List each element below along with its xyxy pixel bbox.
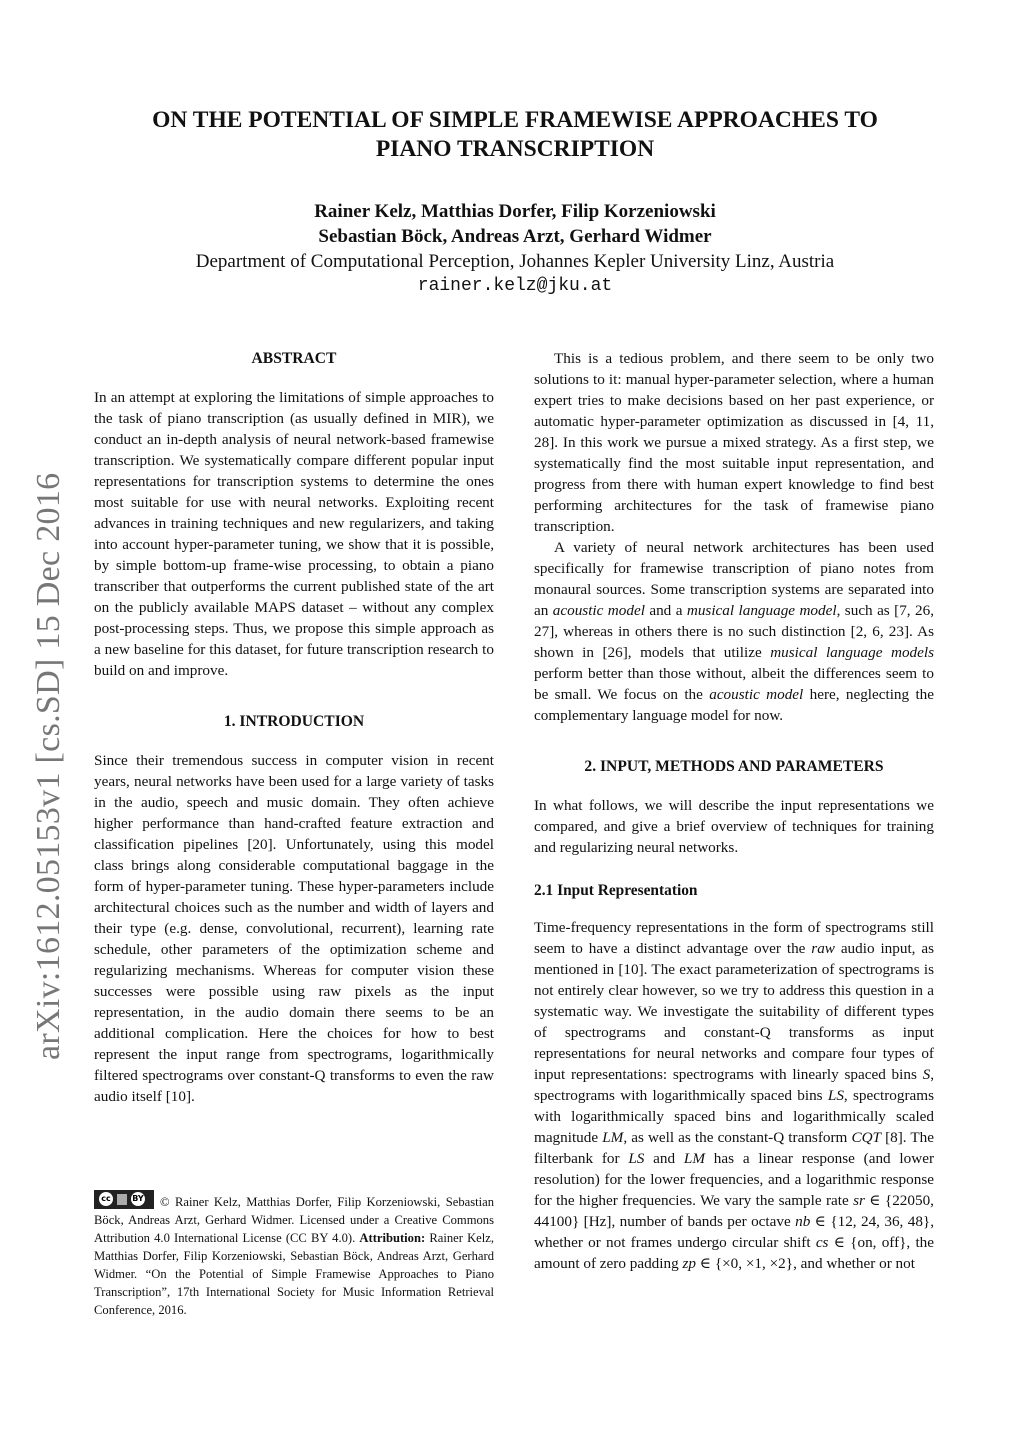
- subsection-heading: 2.1 Input Representation: [534, 882, 698, 899]
- author-block: [100, 199, 930, 299]
- attribution-label: Attribution:: [359, 1231, 426, 1245]
- intro-paragraph-3: A variety of neural network architectures has been used specifically for framewise transcription of piano notes from monaural sources. Some transcription systems are separated into an acoustic model and a musical language model, such as [7, 26, 27], whereas in others there is no such distinction [2, 6, 23]. As shown in [26], models that utilize musical language models perform better than those without, albeit the differences seem to be small. We focus on the acoustic model here, neglecting the complementary language model for now.: [534, 539, 935, 724]
- left-column: [94, 348, 494, 1107]
- intro-heading: 1. INTRODUCTION: [223, 713, 365, 730]
- author-email[interactable]: rainer.kelz@jku.at: [417, 276, 613, 296]
- section2-paragraph-1: In what follows, we will describe the input representations we compared, and give a brief overview of techniques for training and regularizing neural networks.: [534, 797, 934, 856]
- arxiv-identifier: arXiv:1612.05153v1 [cs.SD] 15 Dec 2016: [30, 472, 67, 1060]
- right-column: [534, 348, 934, 1274]
- affiliation: Department of Computational Perception, Johannes Kepler University Linz, Austria: [195, 251, 835, 272]
- authors-line-1: Rainer Kelz, Matthias Dorfer, Filip Korzeniowski: [314, 201, 716, 222]
- abstract-text: In an attempt at exploring the limitations of simple approaches to the task of piano transcription (as usually defined in MIR), we conduct an in-depth analysis of neural network-based framewise transcription. We systematically compare different popular input representations for transcription systems to determine the ones most suitable for use with neural networks. Exploiting recent advances in training techniques and new regularizers, and taking into account hyper-parameter tuning, we show that it is possible, by simple bottom-up frame-wise processing, to obtain a piano transcriber that outperforms the current published state of the art on the publicly available MAPS dataset – without any complex post-processing steps. Thus, we propose this simple approach as a new baseline for this dataset, for future transcription research to build on and improve.: [94, 389, 494, 679]
- intro-paragraph-2: This is a tedious problem, and there seem to be only two solutions to it: manual hyper-parameter selection, where a human expert tries to make decisions based on her past experience, or automatic hyper-parameter optimization as discussed in [4, 11, 28]. In this work we pursue a mixed strategy. As a first step, we systematically find the most suitable input representation, and progress from there with human expert knowledge to find best performing architectures for the task of framewise piano transcription.: [534, 350, 934, 535]
- title-line-1: ON THE POTENTIAL OF SIMPLE FRAMEWISE APPROACHES TO: [152, 107, 878, 133]
- intro-paragraph-1: Since their tremendous success in computer vision in recent years, neural networks have been used for a large variety of tasks in the audio, speech and music domain. They often achieve higher performance than hand-crafted feature extraction and classification pipelines [20]. Unfortunately, using this model class brings along considerable computational baggage in the form of hyper-parameter tuning. These hyper-parameters include architectural choices such as the number and width of layers and their type (e.g. dense, convolutional, recurrent), learning rate schedule, other parameters of the optimization scheme and regularizing mechanisms. Whereas for computer vision these successes were possible using raw pixels as the input representation, in the audio domain there seems to be an additional complication. Here the choices for how to best represent the input range from spectrograms, logarithmically filtered spectrograms over constant-Q transforms to even the raw audio itself [10].: [94, 752, 494, 1105]
- authors-line-2: Sebastian Böck, Andreas Arzt, Gerhard Widmer: [318, 226, 712, 247]
- section2-heading: 2. INPUT, METHODS AND PARAMETERS: [584, 758, 884, 775]
- section2-paragraph-2: Time-frequency representations in the form of spectrograms still seem to have a distinct advantage over the raw audio input, as mentioned in [10]. The exact parameterization of spectrograms is not entirely clear however, so we try to address this question in a systematic way. We investigate the suitability of different types of spectrograms and constant-Q transforms as input representations for neural networks and compare four types of input representations: spectrograms with linearly spaced bins S, spectrograms with logarithmically spaced bins LS, spectrograms with logarithmically spaced bins and logarithmically scaled magnitude LM, as well as the constant-Q transform CQT [8]. The filterbank for LS and LM has a linear response (and lower resolution) for the lower frequencies, and a logarithmic response for the higher frequencies. We vary the sample rate sr ∈ {22050, 44100} [Hz], number of bands per octave nb ∈ {12, 24, 36, 48}, whether or not frames undergo circular shift cs ∈ {on, off}, the amount of zero padding zp ∈ {×0, ×1, ×2}, and whether or not: [534, 919, 935, 1272]
- cc-by-badge-icon: [94, 1190, 154, 1209]
- abstract-heading: ABSTRACT: [251, 350, 337, 367]
- license-text-b: Rainer Kelz, Matthias Dorfer, Filip Korzeniowski, Sebastian Böck, Andreas Arzt, Gerhard Widmer. “On the Potential of Simple Framewise Approaches to Piano Transcription”, 17th International Society for Music Information Retrieval Conference, 2016.: [94, 1231, 494, 1317]
- paper-title: [100, 106, 930, 164]
- license-text-a: © Rainer Kelz, Matthias Dorfer, Filip Korzeniowski, Sebastian Böck, Andreas Arzt, Gerhard Widmer. Licensed under a Creative Commons Attribution 4.0 International License (CC BY 4.0).: [94, 1195, 494, 1245]
- license-footnote: [94, 1190, 494, 1319]
- title-line-2: PIANO TRANSCRIPTION: [375, 136, 655, 162]
- cc-icon: cc: [99, 1192, 113, 1206]
- by-icon: BY: [131, 1192, 145, 1206]
